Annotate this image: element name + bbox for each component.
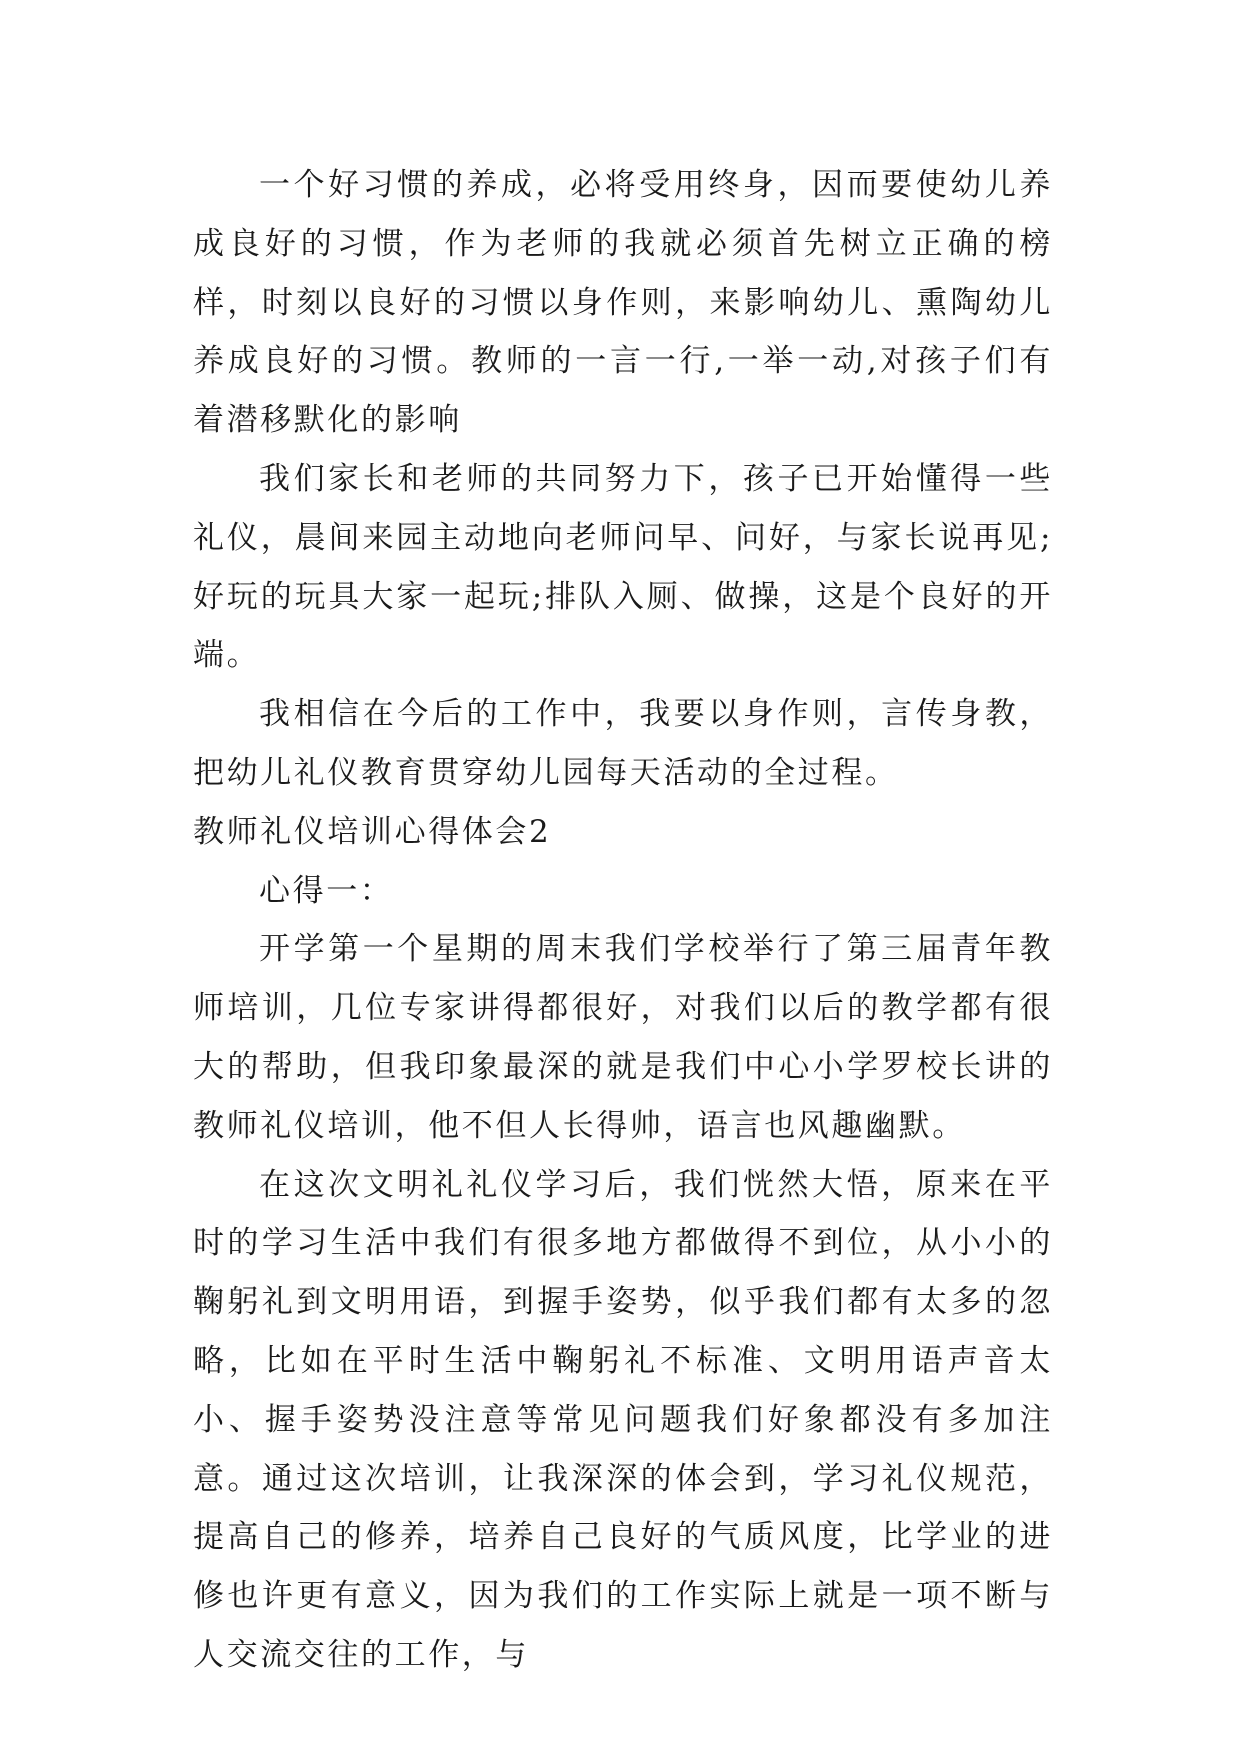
document-body <box>193 156 1053 1685</box>
subsection-title: 心得一： <box>259 872 394 909</box>
paragraph: 一个好习惯的养成，必将受用终身，因而要使幼儿养成良好的习惯，作为老师的我就必须首先树立正确的榜样，时刻以良好的习惯以身作则，来影响幼儿、熏陶幼儿养成良好的习惯。教师的一言一行,一举一动,对孩子们有着潜移默化的影响 <box>193 167 1053 439</box>
paragraph: 开学第一个星期的周末我们学校举行了第三届青年教师培训，几位专家讲得都很好，对我们以后的教学都有很大的帮助，但我印象最深的就是我们中心小学罗校长讲的教师礼仪培训，他不但人长得帅，语言也风趣幽默。 <box>193 931 1053 1144</box>
paragraph: 我们家长和老师的共同努力下，孩子已开始懂得一些礼仪，晨间来园主动地向老师问早、问好，与家长说再见;好玩的玩具大家一起玩;排队入厕、做操，这是个良好的开端。 <box>193 460 1053 674</box>
section-title: 教师礼仪培训心得体会2 <box>193 813 552 850</box>
paragraph: 在这次文明礼礼仪学习后，我们恍然大悟，原来在平时的学习生活中我们有很多地方都做得不到位，从小小的鞠躬礼到文明用语，到握手姿势，似乎我们都有太多的忽略，比如在平时生活中鞠躬礼不标准、文明用语声音太小、握手姿势没注意等常见问题我们好象都没有多加注意。通过这次培训，让我深深的体会到，学习礼仪规范，提高自己的修养，培养自己良好的气质风度，比学业的进修也许更有意义，因为我们的工作实际上就是一项不断与人交流交往的工作，与 <box>193 1166 1053 1673</box>
paragraph: 我相信在今后的工作中，我要以身作则，言传身教，把幼儿礼仪教育贯穿幼儿园每天活动的全过程。 <box>193 696 1053 791</box>
